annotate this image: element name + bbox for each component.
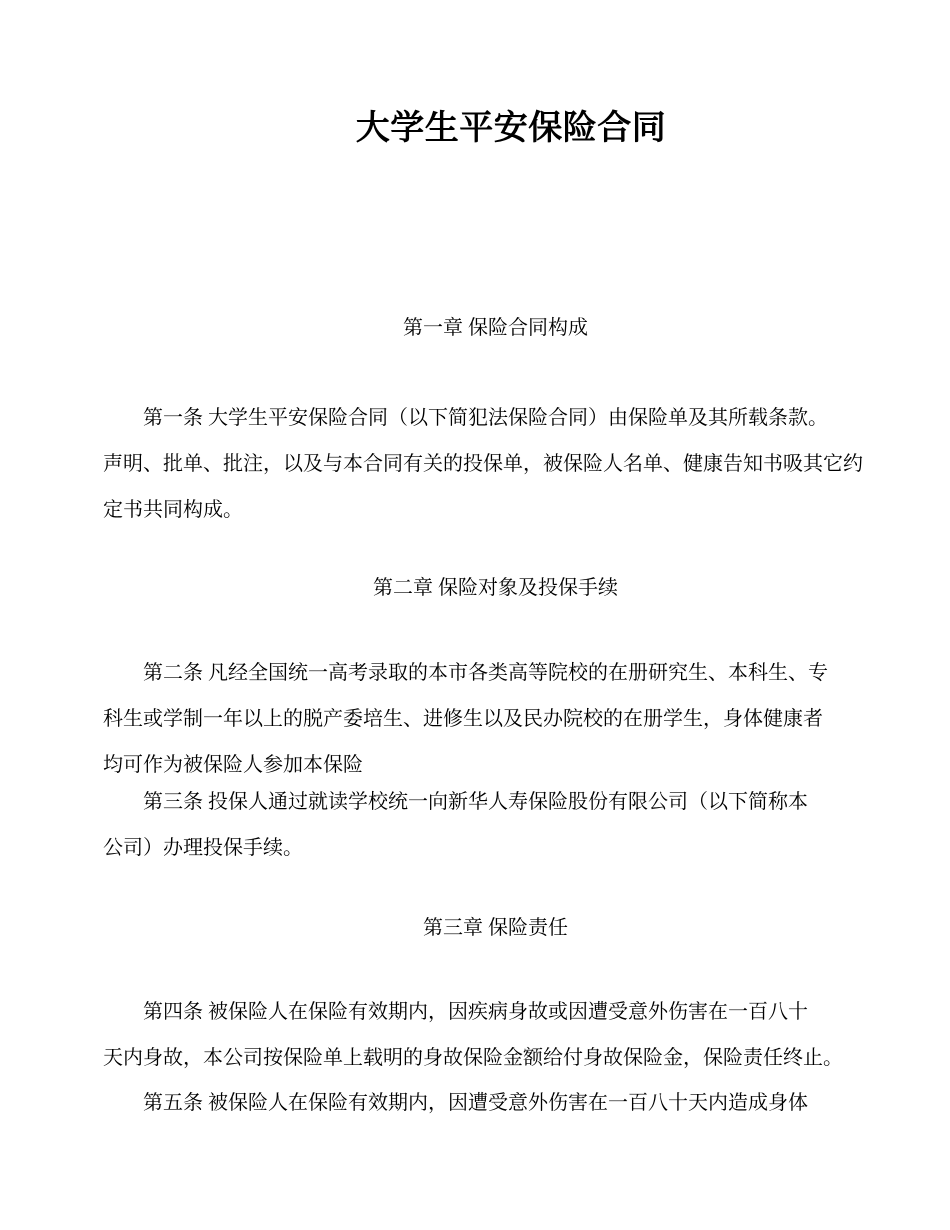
chapter-2-heading: 第二章 保险对象及投保手续 — [373, 577, 618, 599]
clause-4-paragraph — [103, 989, 848, 1081]
paragraph-line: 第三条 投保人通过就读学校统一向新华人寿保险股份有限公司（以下简称本 — [143, 791, 808, 813]
paragraph-line: 均可作为被保险人参加本保险 — [103, 754, 363, 776]
paragraph-line: 声明、批单、批注，以及与本合同有关的投保单，被保险人名单、健康告知书吸其它约 — [103, 453, 863, 475]
paragraph-line: 定书共同构成。 — [103, 499, 243, 521]
paragraph-line: 第二条 凡经全国统一高考录取的本市各类高等院校的在册研究生、本科生、专 — [143, 662, 828, 684]
paragraph-line: 第五条 被保险人在保险有效期内，因遭受意外伤害在一百八十天内造成身体 — [143, 1092, 808, 1114]
paragraph-line: 科生或学制一年以上的脱产委培生、进修生以及民办院校的在册学生，身体健康者 — [103, 708, 823, 730]
paragraph-line: 第四条 被保险人在保险有效期内，因疾病身故或因遭受意外伤害在一百八十 — [143, 1001, 808, 1023]
clause-1-paragraph — [103, 395, 863, 533]
clause-3-paragraph — [103, 779, 848, 871]
paragraph-line: 公司）办理投保手续。 — [103, 837, 303, 859]
clause-2-paragraph — [103, 650, 848, 788]
chapter-1-heading: 第一章 保险合同构成 — [403, 317, 588, 339]
clause-5-paragraph — [103, 1080, 848, 1126]
paragraph-line: 第一条 大学生平安保险合同（以下简犯法保险合同）由保险单及其所载条款。 — [143, 407, 828, 429]
chapter-3-heading: 第三章 保险责任 — [423, 917, 568, 939]
paragraph-line: 天内身故，本公司按保险单上载明的身故保险金额给付身故保险金，保险责任终止。 — [103, 1047, 843, 1069]
document-title: 大学生平安保险合同 — [355, 109, 667, 147]
